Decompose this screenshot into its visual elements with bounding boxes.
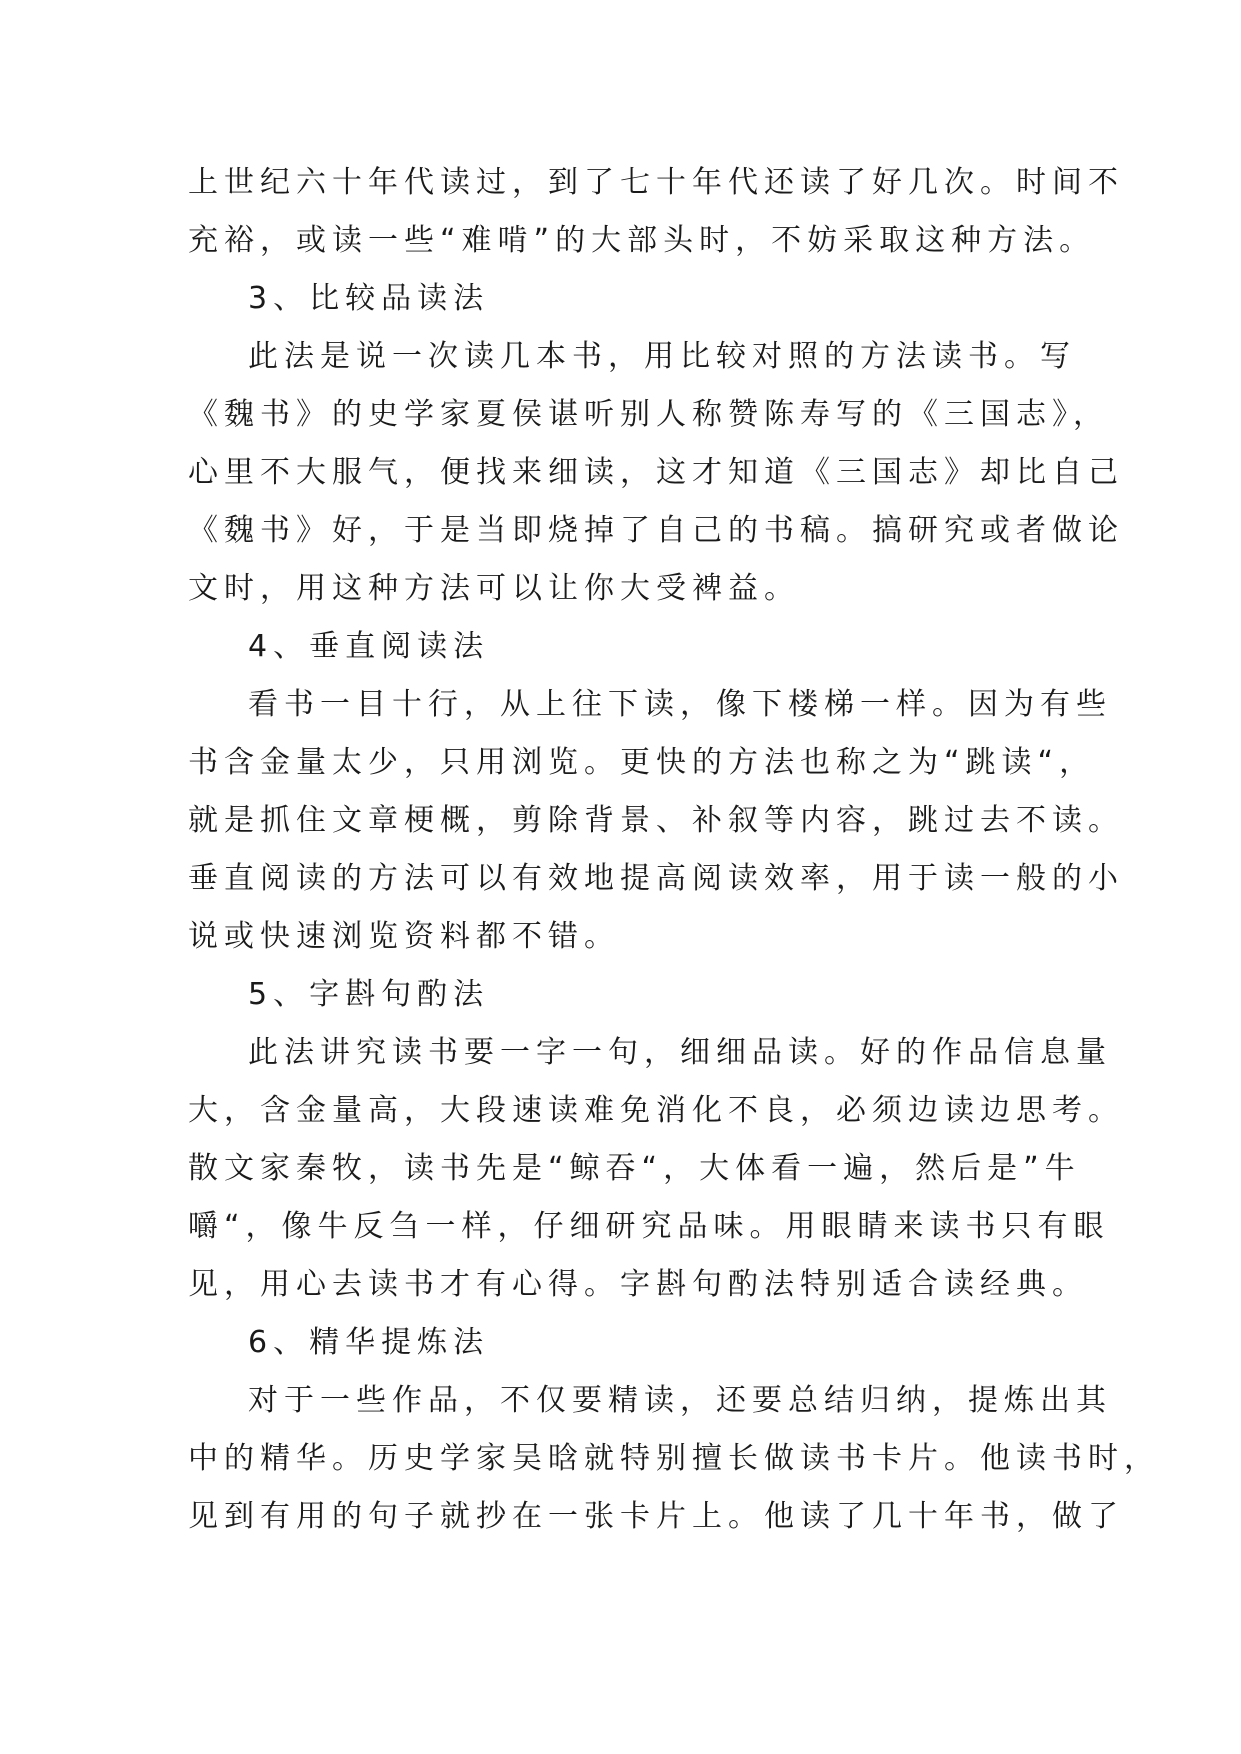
text-line-11: 书含金量太少，只用浏览。更快的方法也称之为“跳读“， [188,745,1096,780]
text-line-1: 上世纪六十年代读过，到了七十年代还读了好几次。时间不 [188,165,1124,200]
text-line-4: 此法是说一次读几本书，用比较对照的方法读书。写 [248,339,1076,374]
text-line-6: 心里不大服气，便找来细读，这才知道《三国志》却比自己 [188,455,1124,490]
text-line-10: 看书一目十行，从上往下读，像下楼梯一样。因为有些 [248,687,1112,722]
text-line-19: 嚼“，像牛反刍一样，仔细研究品味。用眼睛来读书只有眼 [188,1209,1110,1244]
section-heading-6: 6、精华提炼法 [248,1325,490,1360]
text-line-16: 此法讲究读书要一字一句，细细品读。好的作品信息量 [248,1035,1112,1070]
text-line-22: 对于一些作品，不仅要精读，还要总结归纳，提炼出其 [248,1383,1112,1418]
text-line-13: 垂直阅读的方法可以有效地提高阅读效率，用于读一般的小 [188,861,1124,896]
text-line-17: 大，含金量高，大段速读难免消化不良，必须边读边思考。 [188,1093,1124,1128]
body-text [188,154,1160,1546]
text-line-20: 见，用心去读书才有心得。字斟句酌法特别适合读经典。 [188,1267,1088,1302]
section-heading-4: 4、垂直阅读法 [248,629,490,664]
section-heading-3: 3、比较品读法 [248,281,490,316]
text-line-8: 文时，用这种方法可以让你大受裨益。 [188,571,800,606]
section-heading-5: 5、字斟句酌法 [248,977,490,1012]
text-line-23: 中的精华。历史学家吴晗就特别擅长做读书卡片。他读书时， [188,1441,1160,1476]
text-line-18: 散文家秦牧，读书先是“鲸吞“，大体看一遍，然后是”牛 [188,1151,1081,1186]
text-line-12: 就是抓住文章梗概，剪除背景、补叙等内容，跳过去不读。 [188,803,1124,838]
text-line-5: 《魏书》的史学家夏侯谌听别人称赞陈寿写的《三国志》， [188,397,1109,432]
text-line-7: 《魏书》好，于是当即烧掉了自己的书稿。搞研究或者做论 [188,513,1124,548]
text-line-2: 充裕，或读一些“难啃”的大部头时，不妨采取这种方法。 [188,223,1096,258]
text-line-24: 见到有用的句子就抄在一张卡片上。他读了几十年书，做了 [188,1499,1124,1534]
text-line-14: 说或快速浏览资料都不错。 [188,919,620,954]
